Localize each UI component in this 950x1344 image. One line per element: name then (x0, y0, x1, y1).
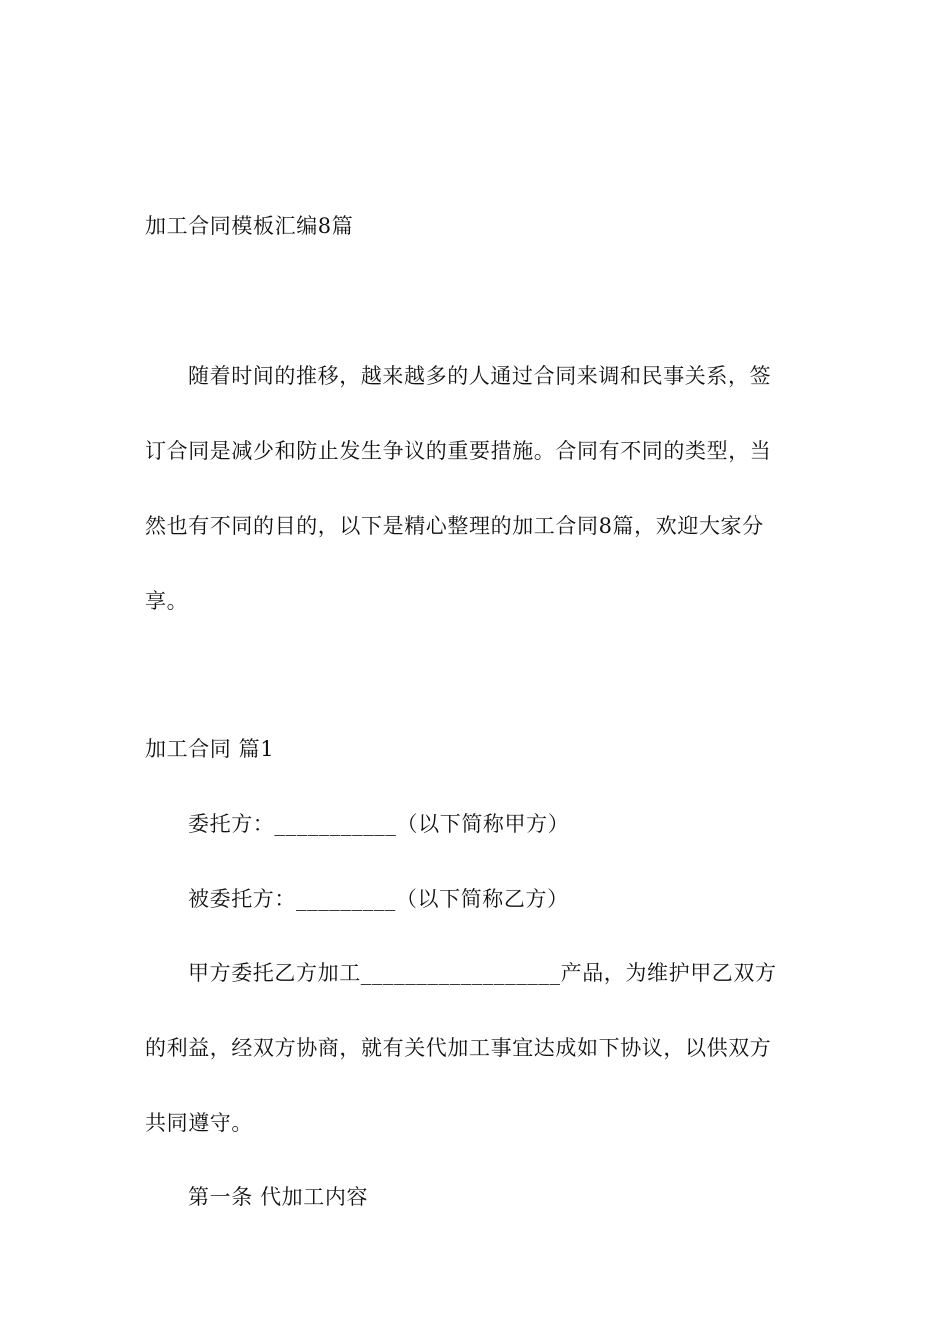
entrusted-party-label: 被委托方： (188, 887, 296, 911)
body-line-1: 甲方委托乙方加工__________________产品，为维护甲乙双方 (188, 961, 777, 985)
intro-line-4: 享。 (145, 589, 189, 613)
document-title: 加工合同模板汇编8篇 (145, 214, 354, 238)
section-heading: 加工合同 篇1 (145, 737, 275, 761)
body-line-2: 的利益，经双方协商，就有关代加工事宜达成如下协议，以供双方 (145, 1036, 772, 1060)
entrusting-party-note: （以下简称甲方） (396, 812, 570, 836)
entrusting-party-label: 委托方： (188, 812, 275, 836)
entrusted-party-blank: _________ (296, 887, 396, 911)
entrusting-party-blank: ___________ (274, 812, 397, 836)
entrusted-party-note: （以下简称乙方） (395, 887, 569, 911)
intro-line-1: 随着时间的推移，越来越多的人通过合同来调和民事关系，签 (188, 364, 772, 388)
body-line-3: 共同遵守。 (145, 1111, 253, 1135)
article-1-title: 第一条 代加工内容 (188, 1185, 369, 1209)
entrusting-party-line (188, 810, 569, 838)
entrusted-party-line (188, 885, 569, 913)
intro-line-2: 订合同是减少和防止发生争议的重要措施。合同有不同的类型，当 (145, 439, 772, 463)
intro-line-3: 然也有不同的目的，以下是精心整理的加工合同8篇，欢迎大家分 (145, 514, 764, 538)
